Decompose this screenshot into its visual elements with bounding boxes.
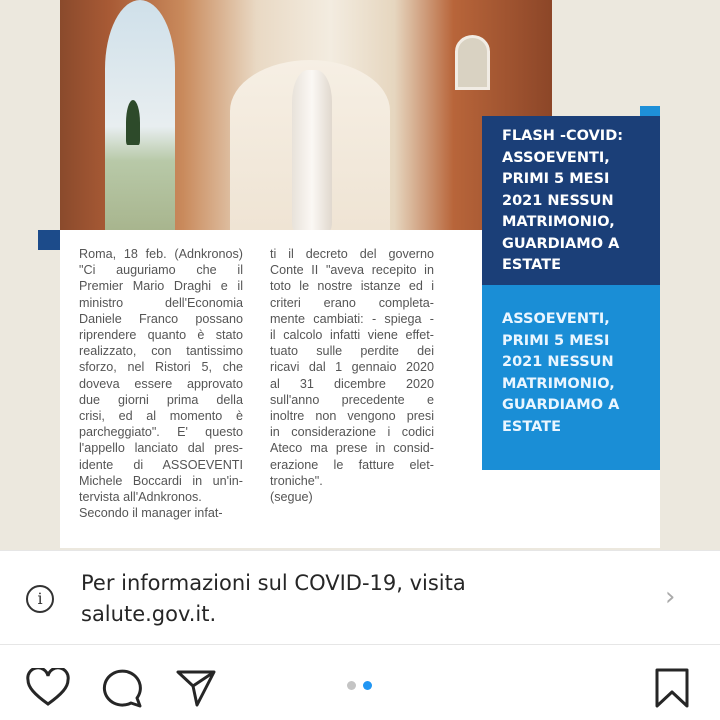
bookmark-icon[interactable] <box>654 668 690 708</box>
article-line: al 31 dicembre 2020 <box>270 376 434 391</box>
covid-info-text[interactable] <box>81 568 466 630</box>
article-line: criteri erano completa- <box>270 295 434 310</box>
article-line: il calcolo infatti viene effet- <box>270 328 434 343</box>
article-column-1 <box>79 246 243 521</box>
headline-box-light <box>482 285 660 470</box>
article-line: crisi, ed al momento è <box>79 409 243 424</box>
article-line: erazione le fatture elet- <box>270 457 434 472</box>
article-line: tervista all'Adnkronos. <box>79 490 202 505</box>
article-line: parcheggiato". E' questo <box>79 425 243 440</box>
article-line: Conte II "aveva recepito in <box>270 263 434 278</box>
article-line: Premier Mario Draghi e il <box>79 279 243 294</box>
comment-icon[interactable] <box>101 668 143 708</box>
article-line: due giorni prima della <box>79 392 243 407</box>
article-line: sull'anno precedente e <box>270 392 434 407</box>
article-line: inoltre non vengono presi <box>270 409 434 424</box>
share-icon[interactable] <box>175 668 217 708</box>
article-line: realizzato, con tantissimo <box>79 344 243 359</box>
article-line: tuato sulle perdite dei <box>270 344 434 359</box>
article-line: troniche". <box>270 473 323 488</box>
article-line: ricavi dal 1 gennaio 2020 <box>270 360 434 375</box>
article-column-2 <box>270 246 434 505</box>
subheadline: ASSOEVENTI, PRIMI 5 MESI 2021 NESSUN MATRIMONIO, GUARDIAMO A ESTATE <box>502 311 620 435</box>
covid-info-line1: Per informazioni sul COVID-19, visita <box>81 571 466 595</box>
article-line: riprendere quanto è stato <box>79 328 243 343</box>
article-line: idente di ASSOEVENTI <box>79 457 243 472</box>
article-line: l'appello lanciato dal pres- <box>79 441 243 456</box>
headline-box-dark <box>482 116 660 285</box>
article-line: Ateco ma prese in consid- <box>270 441 434 456</box>
article-line: Roma, 18 feb. (Adnkronos) <box>79 247 243 261</box>
chevron-right-icon[interactable]: › <box>665 582 676 612</box>
heart-icon[interactable] <box>26 668 70 708</box>
carousel-dot-1 <box>347 681 356 690</box>
article-line: sforzo, nel Ristori 5, che <box>79 360 243 375</box>
article-line: Secondo il manager infat- <box>79 506 223 521</box>
accent-square <box>38 230 60 250</box>
headline: FLASH -COVID: ASSOEVENTI, PRIMI 5 MESI 2021 NESSUN MATRIMONIO, GUARDIAMO A ESTATE <box>502 128 624 273</box>
article-line: toto le nostre istanze ed i <box>270 279 434 294</box>
article-line: "Ci auguriamo che il <box>79 263 243 278</box>
article-line: in considerazione i codici <box>270 425 434 440</box>
article-line: (segue) <box>270 490 313 505</box>
covid-info-line2: salute.gov.it. <box>81 602 217 626</box>
article-line: ti il decreto del governo <box>270 247 434 261</box>
article-line: Michele Boccardi in un'in- <box>79 473 243 488</box>
carousel-dot-2-active <box>363 681 372 690</box>
article-line: mente cambiati: - spiega - <box>270 311 434 326</box>
info-icon: i <box>26 585 54 613</box>
article-line: ministro dell'Economia <box>79 295 243 310</box>
article-line: doveva essere approvato <box>79 376 243 391</box>
article-line: Daniele Franco possano <box>79 311 243 326</box>
